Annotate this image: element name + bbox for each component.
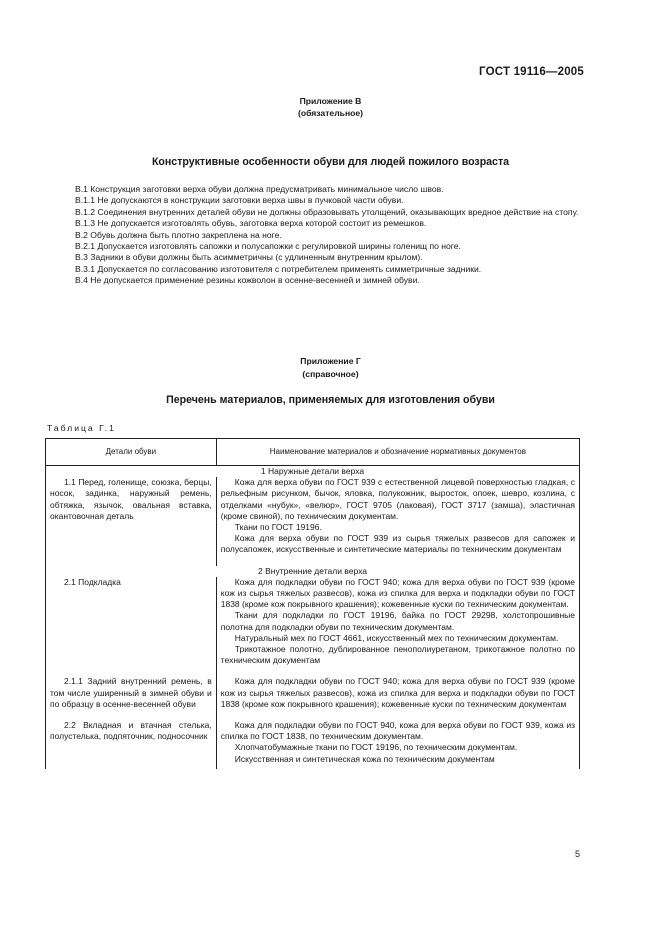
table-header-row (46, 439, 580, 466)
paragraph: В.3 Задники в обуви должны быть асимметричны (с удлиненным внутренним крылом). (75, 252, 423, 263)
appendix-b-status: (обязательное) (297, 108, 364, 118)
row-material: Кожа для верха обуви по ГОСТ 939 с естественной лицевой поверхностью гладкая, с рельефным рисунком, бычок, яловка, полукожник, выросток, опоек, шевро, козлина, с отделками «нубук», «велюр», ГОСТ 9705 (лаковая), ГОСТ 3717 (замша), эластичная (кроме свиной), по техническим документам. (220, 477, 575, 521)
table-row (46, 477, 580, 565)
paragraph: В.1 Конструкция заготовки верха обуви должна предусматривать минимальное число швов. (75, 184, 444, 194)
table-row (46, 577, 580, 677)
row-part: 2.2 Вкладная и втачная стелька, полустелька, подпяточник, подносочник (50, 720, 212, 742)
row-part: 1.1 Перед, голенище, союзка, берцы, носок, задинка, наружный ремень, обтяжка, язычок, овальная вставка, окантовочная деталь (50, 477, 212, 521)
document-code: ГОСТ 19116—2005 (479, 66, 584, 78)
table-caption: Таблица Г.1 (47, 423, 116, 433)
row-material: Ткани для подкладки по ГОСТ 19196, байка по ГОСТ 29298, холстопрошивные полотна для подкладки обуви по техническим документам. (220, 610, 575, 632)
table-section-row (46, 566, 580, 577)
row-material: Ткани по ГОСТ 19196. (234, 522, 322, 533)
row-material: Кожа для подкладки обуви по ГОСТ 940; кожа для верха обуви по ГОСТ 939 (кроме кож из сырья тяжелых развесов), кожа из спилка для верха и подкладки обуви по ГОСТ 1838 (кроме кож покрывного крашения); кожевенные куски по техническим документам (220, 676, 575, 709)
paragraph: В.4 Не допускается применение резины кожволон в осенне-весенней и зимней обуви. (75, 275, 420, 286)
section-title: 1 Наружные детали верха (46, 466, 580, 478)
table-section-row (46, 466, 580, 478)
column-header-parts: Детали обуви (46, 439, 217, 466)
row-material: Хлопчатобумажные ткани по ГОСТ 19196, по техническим документам. (234, 742, 518, 753)
appendix-g-status: (справочное) (302, 369, 359, 379)
row-part: 2.1 Подкладка (64, 576, 121, 587)
row-material: Кожа для подкладки обуви по ГОСТ 940, кожа для верха обуви по ГОСТ 939, кожа из спилка по ГОСТ 1838, по техническим документам. (220, 720, 575, 742)
row-material: Кожа для верха обуви по ГОСТ 939 из сырья тяжелых развесов для сапожек и полусапожек, искусственные и синтетические материалы по техническим документам (220, 533, 575, 555)
appendix-b-title: Приложение В (299, 96, 362, 106)
page-number: 5 (574, 849, 580, 859)
row-part: 2.1.1 Задний внутренний ремень, в том числе уширенный в зимней обуви и по образцу в осенне-весенней обуви (50, 676, 212, 709)
appendix-b-body (47, 184, 587, 287)
paragraph: В.1.2 Соединения внутренних деталей обуви не должны образовывать утолщений, оказывающих вредное действие на стопу. (75, 206, 579, 217)
appendix-g-heading: Перечень материалов, применяемых для изготовления обуви (166, 394, 495, 406)
appendix-g-title: Приложение Г (300, 356, 361, 366)
row-material: Кожа для подкладки обуви по ГОСТ 940; кожа для верха обуви по ГОСТ 939 (кроме кож из сырья тяжелых развесов), кожа из спилка для верха и подкладки обуви по ГОСТ 1838 (кроме кож покрывного крашения); кожевенные куски по техническим документам. (220, 576, 575, 610)
column-header-materials: Наименование материалов и обозначение нормативных документов (216, 439, 579, 466)
paragraph: В.2 Обувь должна быть плотно закреплена на ноге. (75, 229, 282, 240)
table-row (46, 676, 580, 720)
appendix-b-heading: Конструктивные особенности обуви для людей пожилого возраста (151, 156, 510, 168)
materials-table (45, 438, 580, 769)
paragraph: В.1.1 Не допускаются в конструкции заготовки верха швы в пучковой части обуви. (75, 195, 404, 206)
row-material: Трикотажное полотно, дублированное пенополиуретаном, трикотажное полотно по техническим документам (220, 644, 575, 666)
paragraph: В.1.3 Не допускается изготовлять обувь, заготовка верха которой состоит из ремешков. (75, 218, 427, 229)
table-row (46, 720, 580, 769)
paragraph: В.3.1 Допускается по согласованию изготовителя с потребителем применять симметричные задники. (75, 263, 482, 274)
row-material: Искусственная и синтетическая кожа по техническим документам (234, 753, 495, 764)
section-title: 2 Внутренние детали верха (46, 566, 580, 577)
paragraph: В.2.1 Допускается изготовлять сапожки и полусапожки с регулировкой ширины голенищ по ноге. (75, 241, 461, 252)
row-material: Натуральный мех по ГОСТ 4661, искусственный мех по техническим документам. (234, 632, 559, 643)
